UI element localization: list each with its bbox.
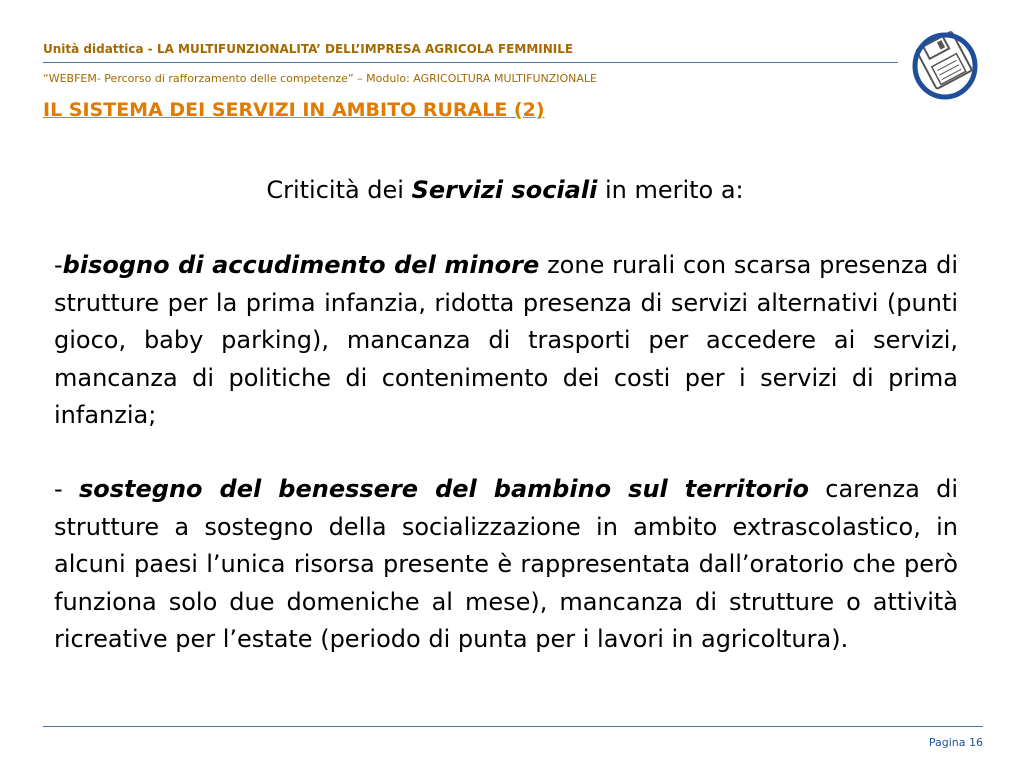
intro-suffix: in merito a:: [597, 176, 744, 204]
item-text: carenza di strutture a sostegno della socializzazione in ambito extrascolastico, in alcuni paesi l’unica risorsa presente è rappresentata dall’oratorio che però funziona solo due domeniche al mese), mancanza di strutture o attività ricreative per l’estate (periodo di punta per i lavori in agricoltura).: [54, 475, 958, 653]
unit-title: - LA MULTIFUNZIONALITA’ DELL’IMPRESA AGRICOLA FEMMINILE: [143, 42, 574, 56]
intro-emphasis: Servizi sociali: [411, 176, 598, 204]
criticality-item-2: [54, 471, 958, 659]
item-dash: -: [54, 251, 63, 279]
header-divider: [43, 62, 898, 63]
header-unit-line: [43, 42, 573, 56]
intro-prefix: Criticità dei: [266, 176, 412, 204]
floppy-disk-icon: [909, 24, 981, 100]
item-text: zone rurali con scarsa presenza di strutture per la prima infanzia, ridotta presenza di servizi alternativi (punti gioco, baby parking), mancanza di trasporti per accedere ai servizi, mancanza di politiche di contenimento dei costi per i servizi di prima infanzia;: [54, 251, 959, 429]
criticality-item-1: [54, 247, 958, 435]
intro-sentence: [0, 172, 1010, 208]
unit-label: Unità didattica: [43, 42, 144, 56]
section-title: IL SISTEMA DEI SERVIZI IN AMBITO RURALE (2): [43, 99, 545, 121]
item-heading: sostegno del benessere del bambino sul territorio: [78, 475, 809, 503]
item-dash: -: [54, 475, 79, 503]
page-number: Pagina 16: [928, 736, 983, 749]
footer-divider: [43, 726, 983, 727]
header-subtitle: “WEBFEM- Percorso di rafforzamento delle competenze” – Modulo: AGRICOLTURA MULTIFUNZIONALE: [43, 72, 597, 85]
item-heading: bisogno di accudimento del minore: [62, 251, 540, 279]
